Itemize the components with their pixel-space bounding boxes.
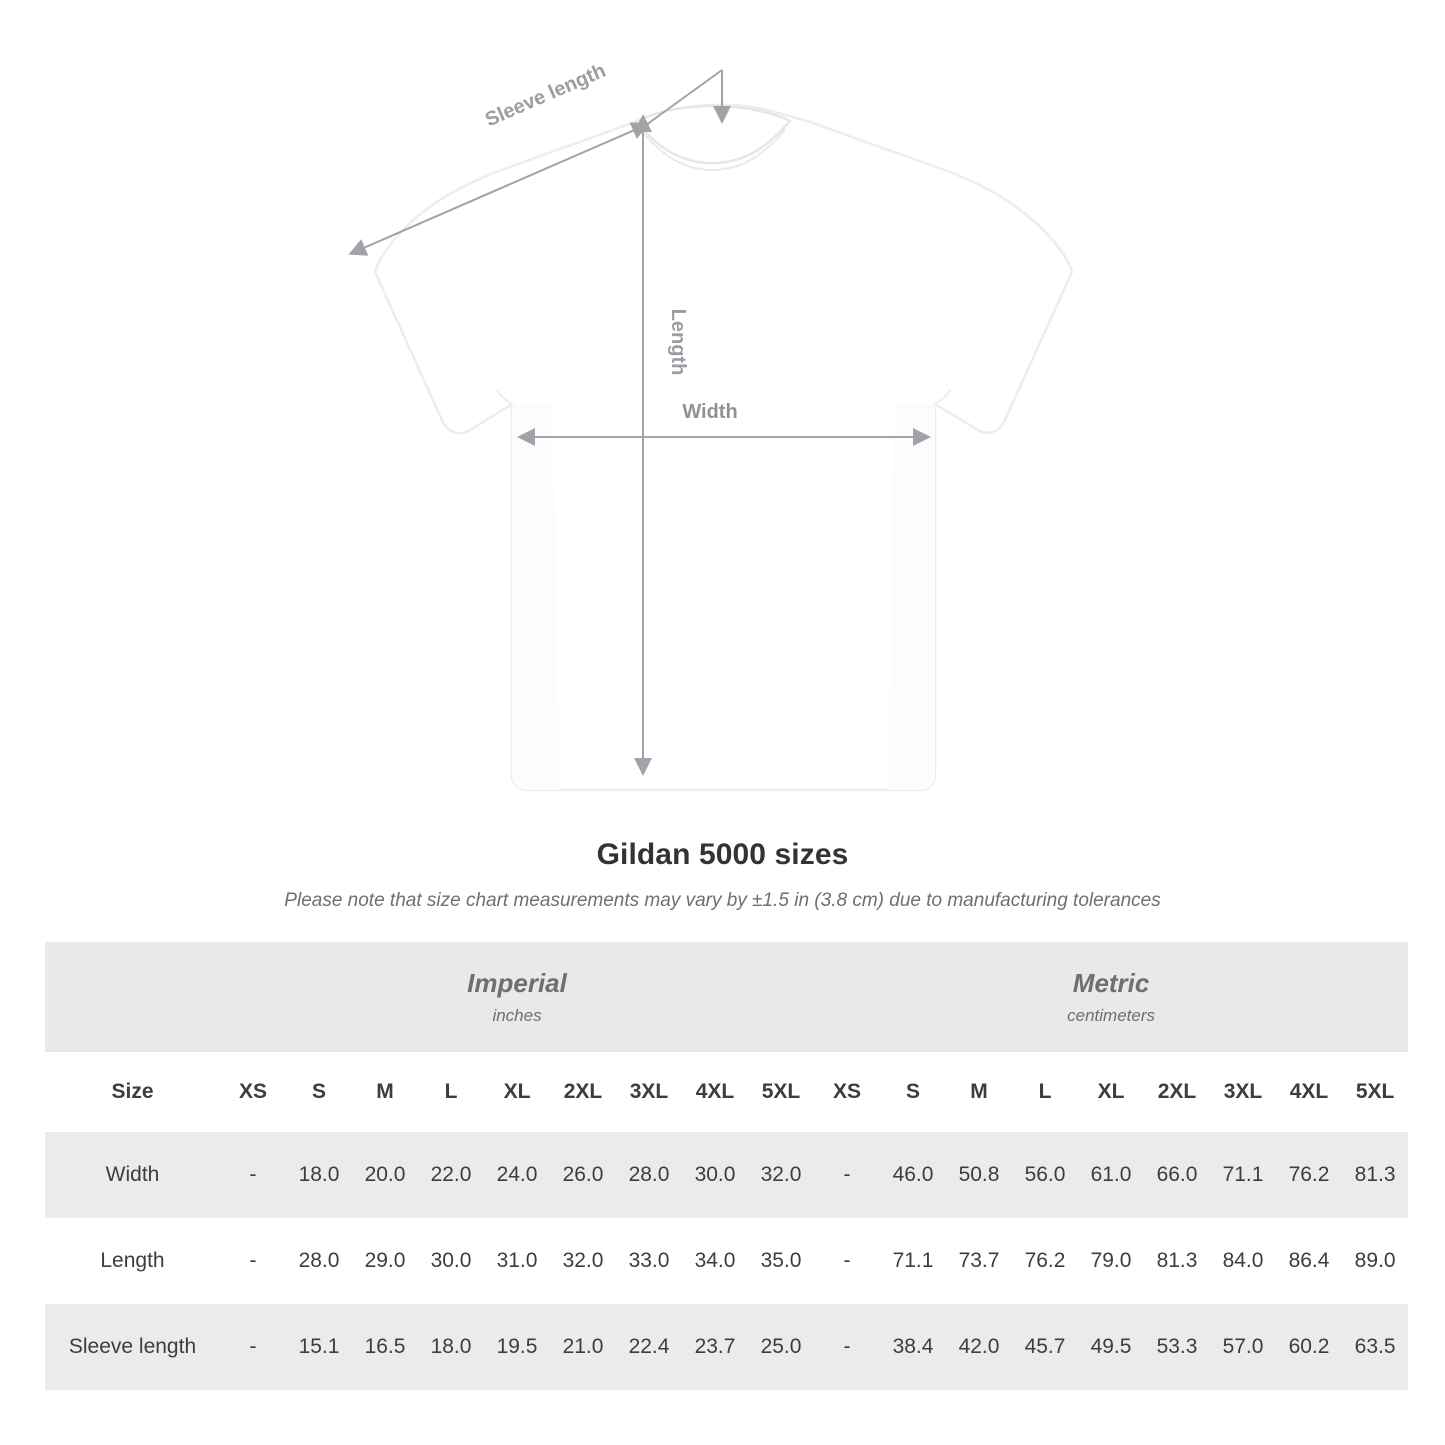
cell-sleeve-imperial-2xl: 21.0 [550, 1304, 616, 1390]
cell-length-metric-xs: - [814, 1218, 880, 1304]
size-col-metric-m: M [946, 1052, 1012, 1132]
cell-length-metric-2xl: 81.3 [1144, 1218, 1210, 1304]
cell-length-imperial-s: 28.0 [286, 1218, 352, 1304]
size-col-imperial-l: L [418, 1052, 484, 1132]
cell-width-metric-xl: 61.0 [1078, 1132, 1144, 1218]
cell-sleeve-imperial-5xl: 25.0 [748, 1304, 814, 1390]
cell-sleeve-imperial-4xl: 23.7 [682, 1304, 748, 1390]
cell-width-imperial-4xl: 30.0 [682, 1132, 748, 1218]
unit-group-imperial [220, 942, 814, 1052]
tshirt-shape [375, 105, 1072, 790]
cell-length-metric-3xl: 84.0 [1210, 1218, 1276, 1304]
unit-header-spacer [45, 942, 220, 1052]
cell-sleeve-metric-xl: 49.5 [1078, 1304, 1144, 1390]
cell-sleeve-metric-xs: - [814, 1304, 880, 1390]
cell-length-imperial-xs: - [220, 1218, 286, 1304]
unit-metric-sub: centimeters [1067, 1005, 1156, 1025]
cell-length-imperial-3xl: 33.0 [616, 1218, 682, 1304]
cell-length-imperial-4xl: 34.0 [682, 1218, 748, 1304]
size-col-metric-2xl: 2XL [1144, 1052, 1210, 1132]
cell-sleeve-imperial-l: 18.0 [418, 1304, 484, 1390]
cell-length-imperial-m: 29.0 [352, 1218, 418, 1304]
cell-width-imperial-5xl: 32.0 [748, 1132, 814, 1218]
table-row [45, 1304, 1408, 1390]
cell-width-metric-xs: - [814, 1132, 880, 1218]
size-col-metric-3xl: 3XL [1210, 1052, 1276, 1132]
cell-width-imperial-xs: - [220, 1132, 286, 1218]
cell-width-imperial-xl: 24.0 [484, 1132, 550, 1218]
size-col-imperial-m: M [352, 1052, 418, 1132]
row-label-length: Length [45, 1218, 220, 1304]
table-row [45, 1218, 1408, 1304]
cell-width-metric-2xl: 66.0 [1144, 1132, 1210, 1218]
cell-width-metric-3xl: 71.1 [1210, 1132, 1276, 1218]
sleeve-length-label: Sleeve length [482, 59, 610, 132]
title-block [0, 838, 1445, 912]
size-col-imperial-2xl: 2XL [550, 1052, 616, 1132]
cell-sleeve-metric-l: 45.7 [1012, 1304, 1078, 1390]
cell-width-metric-5xl: 81.3 [1342, 1132, 1408, 1218]
unit-imperial-name: Imperial [467, 968, 567, 999]
table-row [45, 1132, 1408, 1218]
cell-sleeve-imperial-3xl: 22.4 [616, 1304, 682, 1390]
cell-length-metric-xl: 79.0 [1078, 1218, 1144, 1304]
size-col-imperial-4xl: 4XL [682, 1052, 748, 1132]
cell-length-metric-4xl: 86.4 [1276, 1218, 1342, 1304]
row-label-width: Width [45, 1132, 220, 1218]
cell-sleeve-metric-m: 42.0 [946, 1304, 1012, 1390]
cell-sleeve-metric-s: 38.4 [880, 1304, 946, 1390]
cell-length-imperial-2xl: 32.0 [550, 1218, 616, 1304]
cell-sleeve-metric-2xl: 53.3 [1144, 1304, 1210, 1390]
cell-length-metric-5xl: 89.0 [1342, 1218, 1408, 1304]
size-col-metric-xl: XL [1078, 1052, 1144, 1132]
cell-length-imperial-xl: 31.0 [484, 1218, 550, 1304]
size-header-label: Size [45, 1052, 220, 1132]
length-label: Length [667, 308, 689, 376]
size-col-imperial-3xl: 3XL [616, 1052, 682, 1132]
cell-width-imperial-2xl: 26.0 [550, 1132, 616, 1218]
cell-width-metric-s: 46.0 [880, 1132, 946, 1218]
cell-length-metric-l: 76.2 [1012, 1218, 1078, 1304]
size-col-metric-4xl: 4XL [1276, 1052, 1342, 1132]
cell-length-imperial-5xl: 35.0 [748, 1218, 814, 1304]
cell-sleeve-imperial-s: 15.1 [286, 1304, 352, 1390]
size-col-imperial-s: S [286, 1052, 352, 1132]
cell-sleeve-metric-5xl: 63.5 [1342, 1304, 1408, 1390]
size-col-imperial-5xl: 5XL [748, 1052, 814, 1132]
cell-width-metric-l: 56.0 [1012, 1132, 1078, 1218]
cell-width-imperial-m: 20.0 [352, 1132, 418, 1218]
cell-length-metric-s: 71.1 [880, 1218, 946, 1304]
cell-sleeve-imperial-m: 16.5 [352, 1304, 418, 1390]
cell-length-metric-m: 73.7 [946, 1218, 1012, 1304]
size-col-metric-l: L [1012, 1052, 1078, 1132]
cell-width-imperial-l: 22.0 [418, 1132, 484, 1218]
chart-title: Gildan 5000 sizes [596, 838, 849, 871]
size-table [45, 942, 1408, 1390]
cell-sleeve-imperial-xl: 19.5 [484, 1304, 550, 1390]
size-header-row [45, 1052, 1408, 1132]
unit-metric-name: Metric [1072, 968, 1150, 999]
unit-header-row [45, 942, 1408, 1052]
size-col-metric-5xl: 5XL [1342, 1052, 1408, 1132]
cell-width-metric-m: 50.8 [946, 1132, 1012, 1218]
cell-length-imperial-l: 30.0 [418, 1218, 484, 1304]
cell-sleeve-metric-3xl: 57.0 [1210, 1304, 1276, 1390]
cell-width-metric-4xl: 76.2 [1276, 1132, 1342, 1218]
size-table-wrapper [45, 942, 1400, 1390]
size-col-metric-s: S [880, 1052, 946, 1132]
cell-width-imperial-3xl: 28.0 [616, 1132, 682, 1218]
unit-imperial-sub: inches [492, 1005, 542, 1025]
size-col-imperial-xs: XS [220, 1052, 286, 1132]
cell-sleeve-imperial-xs: - [220, 1304, 286, 1390]
size-col-metric-xs: XS [814, 1052, 880, 1132]
row-label-sleeve-length: Sleeve length [45, 1304, 220, 1390]
width-label: Width [682, 401, 738, 423]
cell-sleeve-metric-4xl: 60.2 [1276, 1304, 1342, 1390]
chart-note: Please note that size chart measurements may vary by ±1.5 in (3.8 cm) due to manufacturing tolerances [284, 890, 1161, 911]
size-col-imperial-xl: XL [484, 1052, 550, 1132]
unit-group-metric [814, 942, 1408, 1052]
cell-width-imperial-s: 18.0 [286, 1132, 352, 1218]
